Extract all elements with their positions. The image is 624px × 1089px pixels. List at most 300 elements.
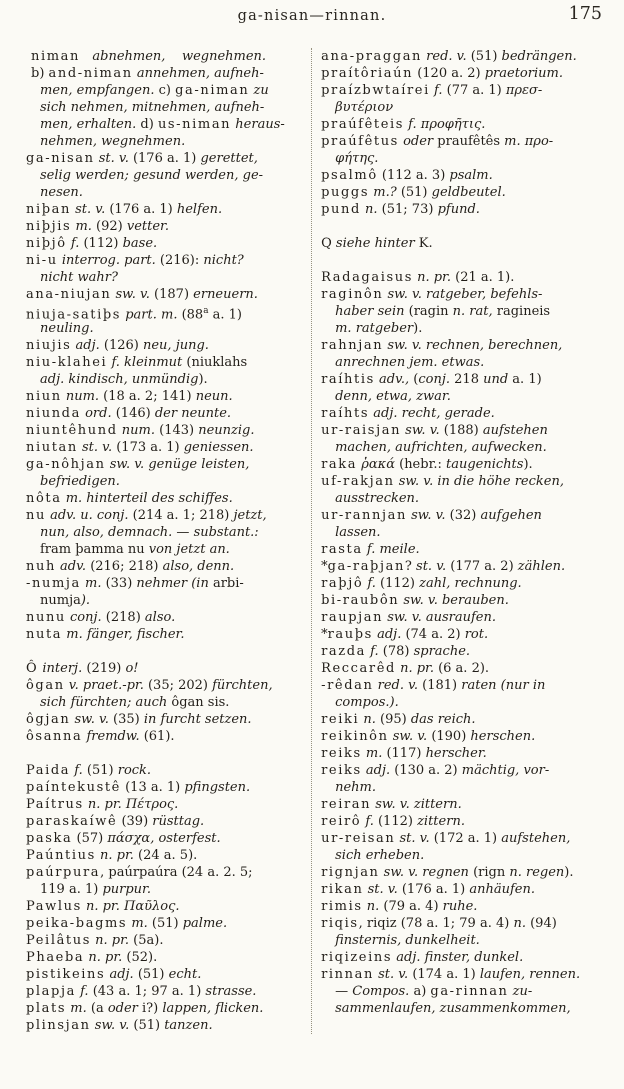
text-run-i: f. bbox=[429, 83, 443, 98]
text-run-i: ord. bbox=[80, 406, 112, 421]
text-run-i: sw. v. bbox=[70, 712, 109, 727]
dictionary-line bbox=[26, 422, 307, 439]
dictionary-line bbox=[26, 694, 307, 711]
text-run-i: adj. finster, dunkel. bbox=[392, 950, 524, 965]
text-run-i: n. pr. bbox=[84, 950, 123, 965]
text-run-i: zu bbox=[249, 83, 269, 98]
text-run-i: tanzen. bbox=[164, 1018, 213, 1033]
text-run-h: paska bbox=[26, 831, 73, 846]
text-run-i: sw. v. bbox=[401, 423, 440, 438]
dictionary-line bbox=[26, 48, 307, 65]
dictionary-line bbox=[26, 677, 307, 694]
text-run-r: ôgan sis. bbox=[171, 695, 230, 710]
dictionary-line bbox=[321, 609, 614, 626]
text-run-i: sich fürchten; auch bbox=[40, 695, 172, 710]
dictionary-line bbox=[321, 558, 614, 575]
text-run-r: (39) bbox=[117, 814, 153, 829]
dictionary-line bbox=[321, 575, 614, 592]
text-run-r: d) bbox=[140, 117, 158, 132]
text-run-r: (hebr.: bbox=[394, 457, 447, 472]
dictionary-line bbox=[321, 303, 614, 320]
dictionary-line bbox=[321, 99, 614, 116]
dictionary-line bbox=[26, 575, 307, 592]
text-run-r: fram þamma nu bbox=[40, 542, 149, 557]
dictionary-line bbox=[26, 779, 307, 796]
text-run-i: f. kleinmut bbox=[107, 355, 187, 370]
text-run-r: (112) bbox=[79, 236, 123, 251]
text-run-h: Pawlus bbox=[26, 899, 82, 914]
text-run-h: reiran bbox=[321, 797, 372, 812]
dictionary-line bbox=[321, 592, 614, 609]
text-run-r: praufêtês bbox=[437, 134, 505, 149]
text-run-r: ). bbox=[564, 865, 574, 880]
text-run-r: numja bbox=[40, 593, 81, 608]
text-run-i: sw. v. ausraufen. bbox=[383, 610, 496, 625]
text-run-r: ? bbox=[404, 559, 417, 574]
text-run-i: lappen, flicken. bbox=[162, 1001, 264, 1016]
text-run-r: K. bbox=[418, 236, 433, 251]
dictionary-line bbox=[26, 371, 307, 388]
dictionary-line bbox=[26, 456, 307, 473]
text-run-h: reiks bbox=[321, 763, 362, 778]
text-run-i: adj. recht, gerade. bbox=[369, 406, 495, 421]
dictionary-line bbox=[321, 439, 614, 456]
text-run-i: nicht wahr? bbox=[40, 270, 118, 285]
text-run-i: interrog. part. bbox=[57, 253, 156, 268]
dictionary-line bbox=[26, 949, 307, 966]
dictionary-line bbox=[26, 915, 307, 932]
dictionary-line bbox=[26, 541, 307, 558]
text-run-g: Παῦλος. bbox=[124, 899, 180, 914]
dictionary-line bbox=[26, 558, 307, 575]
text-run-i: Compos. bbox=[352, 984, 414, 999]
text-run-i: pfund. bbox=[437, 202, 480, 217]
dictionary-line bbox=[26, 1000, 307, 1017]
text-run-r: (51) bbox=[147, 916, 183, 931]
text-run-r: (niuklahs bbox=[186, 355, 248, 370]
text-run-r: a. 1) bbox=[508, 372, 542, 387]
text-run-i: sw. v. regnen bbox=[379, 865, 474, 880]
dictionary-line bbox=[26, 796, 307, 813]
text-run-r: * bbox=[321, 559, 328, 574]
text-run-i: oder bbox=[107, 1001, 138, 1016]
text-run-i: heraus- bbox=[231, 117, 285, 132]
dictionary-line bbox=[26, 847, 307, 864]
text-run-h: praúfêtus bbox=[321, 134, 399, 149]
text-run-h: reirô bbox=[321, 814, 362, 829]
text-run-r: (18 a. 2; 141) bbox=[99, 389, 196, 404]
text-run-i: adv. bbox=[55, 559, 87, 574]
text-columns bbox=[0, 38, 624, 1034]
text-run-sup: a bbox=[203, 306, 209, 316]
text-run-i: f. bbox=[366, 644, 379, 659]
text-run-h: niujis bbox=[26, 338, 72, 353]
text-run-r: (176 a. 1) bbox=[397, 882, 470, 897]
text-run-i: aufstehen bbox=[482, 423, 548, 438]
dictionary-line bbox=[321, 456, 614, 473]
text-run-i: strasse. bbox=[205, 984, 257, 999]
dictionary-line bbox=[26, 1017, 307, 1034]
dictionary-line bbox=[321, 1000, 614, 1017]
text-run-h: rikan bbox=[321, 882, 364, 897]
text-run-h: ur-rannjan bbox=[321, 508, 407, 523]
dictionary-line bbox=[26, 711, 307, 728]
text-run-i: n. pr. bbox=[395, 661, 434, 676]
text-run-i: f. bbox=[66, 236, 80, 251]
text-run-h: nuh bbox=[26, 559, 56, 574]
text-run-h: ana-praggan bbox=[321, 49, 423, 64]
text-run-h: Reccarêd bbox=[321, 661, 396, 676]
text-run-i: n. pr. bbox=[91, 933, 130, 948]
text-run-i: compos.). bbox=[335, 695, 399, 710]
text-run-i: in furcht setzen. bbox=[143, 712, 252, 727]
text-run-r: (52). bbox=[122, 950, 158, 965]
text-run-i: purpur. bbox=[102, 882, 151, 897]
dictionary-line bbox=[26, 881, 307, 898]
text-run-i: o! bbox=[125, 661, 139, 676]
dictionary-line bbox=[321, 473, 614, 490]
text-run-h: uf-rakjan bbox=[321, 474, 395, 489]
text-run-r: , paúrpaúra (24 a. 2. 5; bbox=[100, 865, 253, 880]
text-run-h: raupjan bbox=[321, 610, 384, 625]
text-run-i: zu- bbox=[508, 984, 533, 999]
dictionary-line bbox=[26, 269, 307, 286]
text-run-i: nicht? bbox=[203, 253, 244, 268]
text-run-i: anhäufen. bbox=[469, 882, 535, 897]
dictionary-line bbox=[321, 524, 614, 541]
text-run-g: πρεσ- bbox=[505, 83, 543, 98]
text-run-i: adj. kindisch, unmündig bbox=[40, 372, 199, 387]
text-run-i: helfen. bbox=[176, 202, 223, 217]
dictionary-line bbox=[26, 354, 307, 371]
text-run-h: Radagaisus bbox=[321, 270, 413, 285]
text-run-h: rimis bbox=[321, 899, 363, 914]
text-run-h: nôta bbox=[26, 491, 62, 506]
text-run-r: , riqiz (78 a. 1; 79 a. 4) bbox=[358, 916, 514, 931]
text-run-g: βυτέριον bbox=[335, 100, 394, 115]
text-run-i: n. bbox=[513, 916, 526, 931]
text-run-i: m. hinterteil des schiffes. bbox=[61, 491, 233, 506]
dictionary-line bbox=[321, 269, 614, 286]
dictionary-line bbox=[26, 473, 307, 490]
text-run-r: (24 a. 5). bbox=[133, 848, 198, 863]
text-run-i: vetter. bbox=[126, 219, 169, 234]
dictionary-line bbox=[26, 286, 307, 303]
text-run-h: pund bbox=[321, 202, 361, 217]
text-run-i: laufen, rennen. bbox=[479, 967, 581, 982]
text-run-i: st. v. bbox=[94, 151, 129, 166]
dictionary-line bbox=[26, 405, 307, 422]
text-run-h: paraskaíwê bbox=[26, 814, 118, 829]
text-run-i: ruhe. bbox=[442, 899, 478, 914]
text-run-g: πάσχα bbox=[107, 831, 151, 846]
text-run-i: zittern. bbox=[417, 814, 465, 829]
text-run-i: sw. v. genüge leisten, bbox=[105, 457, 250, 472]
dictionary-line bbox=[26, 507, 307, 524]
text-run-r: (172 a. 1) bbox=[429, 831, 502, 846]
text-run-r: (218) bbox=[101, 610, 145, 625]
text-run-r: (216; 218) bbox=[86, 559, 163, 574]
text-run-h: ni-u bbox=[26, 253, 58, 268]
text-run-i: das reich. bbox=[410, 712, 476, 727]
dictionary-line bbox=[26, 609, 307, 626]
dictionary-line bbox=[26, 966, 307, 983]
text-run-i: palme. bbox=[182, 916, 228, 931]
text-run-i: n. pr. bbox=[412, 270, 451, 285]
dictionary-line bbox=[321, 354, 614, 371]
text-run-h: reiki bbox=[321, 712, 360, 727]
text-run-i: taugenichts bbox=[446, 457, 524, 472]
text-run-g: Πέτρος. bbox=[125, 797, 179, 812]
dictionary-line bbox=[321, 167, 614, 184]
dictionary-line bbox=[26, 201, 307, 218]
text-run-i: fremdw. bbox=[82, 729, 140, 744]
text-run-i: adj. bbox=[361, 763, 391, 778]
text-run-i: zahl, rechnung. bbox=[419, 576, 522, 591]
dictionary-line bbox=[321, 915, 614, 932]
text-run-i: sw. v. berauben. bbox=[399, 593, 509, 608]
dictionary-line bbox=[26, 898, 307, 915]
text-run-r: (112) bbox=[375, 576, 420, 591]
text-run-i: st. v. bbox=[395, 831, 430, 846]
text-run-i: men, erhalten. bbox=[40, 117, 141, 132]
dictionary-line bbox=[321, 949, 614, 966]
text-run-h: niu-klahei bbox=[26, 355, 108, 370]
text-run-i: num. bbox=[61, 389, 100, 404]
dictionary-line bbox=[321, 932, 614, 949]
text-run-h: ôgan bbox=[26, 678, 65, 693]
text-run-i: gerettet, bbox=[200, 151, 258, 166]
text-run-i: nehm. bbox=[335, 780, 377, 795]
text-run-r: (13 a. 1) bbox=[120, 780, 185, 795]
dictionary-line bbox=[321, 116, 614, 133]
text-run-i: befriedigen. bbox=[40, 474, 120, 489]
dictionary-line bbox=[321, 728, 614, 745]
text-run-i: f. meile. bbox=[362, 542, 420, 557]
dictionary-line bbox=[26, 235, 307, 252]
text-run-h: nuta bbox=[26, 627, 63, 642]
text-run-r: (174 a. 1) bbox=[408, 967, 480, 982]
text-run-h: paúrpura bbox=[26, 865, 101, 880]
text-run-i: , osterfest. bbox=[150, 831, 221, 846]
dictionary-line bbox=[321, 150, 614, 167]
text-run-r: (130 a. 2) bbox=[390, 763, 462, 778]
text-run-r: (94) bbox=[525, 916, 557, 931]
text-run-h: raginôn bbox=[321, 287, 384, 302]
text-run-r: (143) bbox=[154, 423, 199, 438]
text-run-i: adj. bbox=[71, 338, 100, 353]
text-run-i: sw. v. bbox=[388, 729, 428, 744]
dictionary-line bbox=[26, 184, 307, 201]
text-run-i: f. bbox=[361, 814, 374, 829]
text-run-h: niuja-satiþs bbox=[26, 307, 122, 323]
text-run-h: plapja bbox=[26, 984, 76, 999]
text-run-i: ausstrecken. bbox=[335, 491, 420, 506]
text-run-g: προφῆτις. bbox=[420, 117, 486, 132]
text-run-i: geniessen. bbox=[183, 440, 254, 455]
text-run-h: niutan bbox=[26, 440, 78, 455]
text-run-h: ôgjan bbox=[26, 712, 71, 727]
dictionary-line bbox=[26, 133, 307, 150]
text-run-i: nehmen, wegnehmen. bbox=[40, 134, 186, 149]
text-run-r: (88 bbox=[177, 307, 204, 323]
text-run-i: sw. v. zittern. bbox=[371, 797, 462, 812]
text-run-i: lassen. bbox=[335, 525, 381, 540]
dictionary-line bbox=[321, 388, 614, 405]
text-run-r: (51) bbox=[396, 185, 432, 200]
dictionary-line bbox=[321, 762, 614, 779]
dictionary-line bbox=[321, 694, 614, 711]
text-run-r: (33) bbox=[101, 576, 137, 591]
text-run-i: von jetzt an. bbox=[148, 542, 230, 557]
text-run-r: (a bbox=[86, 1001, 108, 1016]
text-run-i: m. bbox=[71, 219, 92, 234]
dictionary-line bbox=[321, 337, 614, 354]
text-run-h: Peilâtus bbox=[26, 933, 91, 948]
text-run-i: bedrängen. bbox=[501, 49, 577, 64]
text-run-h: ga-nisan bbox=[26, 151, 95, 166]
text-run-i: adv., bbox=[374, 372, 410, 387]
text-run-i: echt. bbox=[168, 967, 202, 982]
text-run-r: (173 a. 1) bbox=[112, 440, 184, 455]
dictionary-line bbox=[26, 813, 307, 830]
text-run-r: a. 1) bbox=[208, 307, 242, 323]
text-run-h: ga-rinnan bbox=[430, 984, 509, 999]
text-run-i: haber sein bbox=[335, 304, 409, 319]
text-run-r: i?) bbox=[137, 1001, 163, 1016]
text-run-r: (ragin bbox=[408, 304, 453, 319]
text-run-i: fürchten, bbox=[212, 678, 273, 693]
dictionary-line bbox=[321, 490, 614, 507]
text-run-r: a) bbox=[413, 984, 431, 999]
text-run-r: (32) bbox=[445, 508, 481, 523]
text-run-i: sw. v. rechnen, berechnen, bbox=[383, 338, 563, 353]
text-run-i: nesen. bbox=[40, 185, 83, 200]
text-run-h: riqizeins bbox=[321, 950, 393, 965]
text-run-r: ragineis bbox=[496, 304, 551, 319]
text-run-r: (51) bbox=[82, 763, 118, 778]
dictionary-line bbox=[321, 864, 614, 881]
text-run-r: (112) bbox=[373, 814, 418, 829]
text-run-i: st. v. bbox=[416, 559, 447, 574]
text-run-r: ). bbox=[523, 457, 533, 472]
text-run-r: (214 a. 1; 218) bbox=[128, 508, 234, 523]
text-run-r: (51) bbox=[129, 1018, 165, 1033]
dictionary-line bbox=[26, 65, 307, 82]
text-run-i: und bbox=[483, 372, 509, 387]
dictionary-line bbox=[321, 371, 614, 388]
dictionary-line bbox=[26, 592, 307, 609]
text-run-r: (6 a. 2). bbox=[433, 661, 490, 676]
text-run-i: erneuern. bbox=[193, 287, 258, 302]
text-run-i: n. bbox=[359, 712, 376, 727]
text-run-h: niman bbox=[31, 49, 80, 64]
text-run-i: m. bbox=[504, 134, 525, 149]
text-run-i: rock. bbox=[117, 763, 152, 778]
text-run-h: niuntêhund bbox=[26, 423, 118, 438]
dictionary-line bbox=[26, 864, 307, 881]
text-run-i: siehe hinter bbox=[335, 236, 419, 251]
text-run-i: aufgehen bbox=[480, 508, 542, 523]
text-run-i: sw. v. in die höhe recken, bbox=[394, 474, 564, 489]
text-run-i: praetorium. bbox=[484, 66, 563, 81]
text-run-r: — bbox=[335, 984, 353, 999]
text-run-i: sich erheben. bbox=[335, 848, 425, 863]
dictionary-line bbox=[26, 660, 307, 677]
dictionary-line bbox=[26, 218, 307, 235]
text-run-r: (146) bbox=[111, 406, 155, 421]
text-run-r: 218 bbox=[450, 372, 484, 387]
dictionary-line bbox=[26, 983, 307, 1000]
text-run-r: (120 a. 2) bbox=[413, 66, 485, 81]
text-run-i: st. v. bbox=[77, 440, 113, 455]
text-run-r: (216): bbox=[155, 253, 204, 268]
text-run-i: red. v. bbox=[422, 49, 467, 64]
text-run-h: raþjô bbox=[321, 576, 364, 591]
text-run-i: m. bbox=[361, 746, 383, 761]
dictionary-line bbox=[26, 320, 307, 337]
text-run-i: neunzig. bbox=[198, 423, 255, 438]
dictionary-column-right bbox=[311, 48, 614, 1034]
text-run-h: ga-nôhjan bbox=[26, 457, 106, 472]
text-run-h: ga-raþjan bbox=[327, 559, 405, 574]
page-number: 175 bbox=[568, 4, 602, 24]
text-run-i: sich nehmen, mitnehmen, aufneh- bbox=[40, 100, 265, 115]
text-run-i: conj. bbox=[65, 610, 102, 625]
text-run-i: selig werden; gesund werden, ge- bbox=[40, 168, 264, 183]
text-run-i: adj. bbox=[105, 967, 134, 982]
dictionary-line bbox=[321, 422, 614, 439]
text-run-i: zählen. bbox=[517, 559, 566, 574]
section-gap bbox=[321, 218, 614, 235]
text-run-i: interj. bbox=[38, 661, 83, 676]
dictionary-line bbox=[321, 235, 614, 252]
text-run-i: also, denn. bbox=[162, 559, 235, 574]
text-run-i: n. pr. bbox=[81, 899, 124, 914]
dictionary-line bbox=[321, 745, 614, 762]
dictionary-line bbox=[321, 711, 614, 728]
text-run-h: raíhts bbox=[321, 406, 370, 421]
text-run-h: rinnan bbox=[321, 967, 374, 982]
text-run-i: finsternis, dunkelheit. bbox=[335, 933, 480, 948]
dictionary-line bbox=[321, 133, 614, 150]
text-run-i: part. m. bbox=[121, 307, 178, 323]
text-run-i: denn, etwa, zwar. bbox=[335, 389, 451, 404]
text-run-h: Paida bbox=[26, 763, 71, 778]
dictionary-line bbox=[26, 524, 307, 541]
dictionary-line bbox=[321, 983, 614, 1000]
text-run-h: ur-raisjan bbox=[321, 423, 402, 438]
text-run-i: n. rat, bbox=[452, 304, 497, 319]
text-run-i: aufstehen, bbox=[501, 831, 571, 846]
text-run-h: reiks bbox=[321, 746, 362, 761]
dictionary-line bbox=[26, 337, 307, 354]
text-run-i: sprache. bbox=[413, 644, 471, 659]
text-run-r: (61). bbox=[139, 729, 175, 744]
text-run-r: (43 a. 1; 97 a. 1) bbox=[88, 984, 206, 999]
text-run-i: geldbeutel. bbox=[431, 185, 506, 200]
text-run-i: v. praet.-pr. bbox=[64, 678, 144, 693]
text-run-h: praítôriaún bbox=[321, 66, 414, 81]
text-run-i: n. bbox=[362, 899, 380, 914]
text-run-h: rauþs bbox=[327, 627, 373, 642]
text-run-r: (rign bbox=[473, 865, 510, 880]
dictionary-line bbox=[321, 847, 614, 864]
text-run-i: n. bbox=[360, 202, 378, 217]
text-run-h: bi-raubôn bbox=[321, 593, 400, 608]
text-run-r: (79 a. 4) bbox=[379, 899, 443, 914]
text-run-i: m. bbox=[66, 1001, 87, 1016]
